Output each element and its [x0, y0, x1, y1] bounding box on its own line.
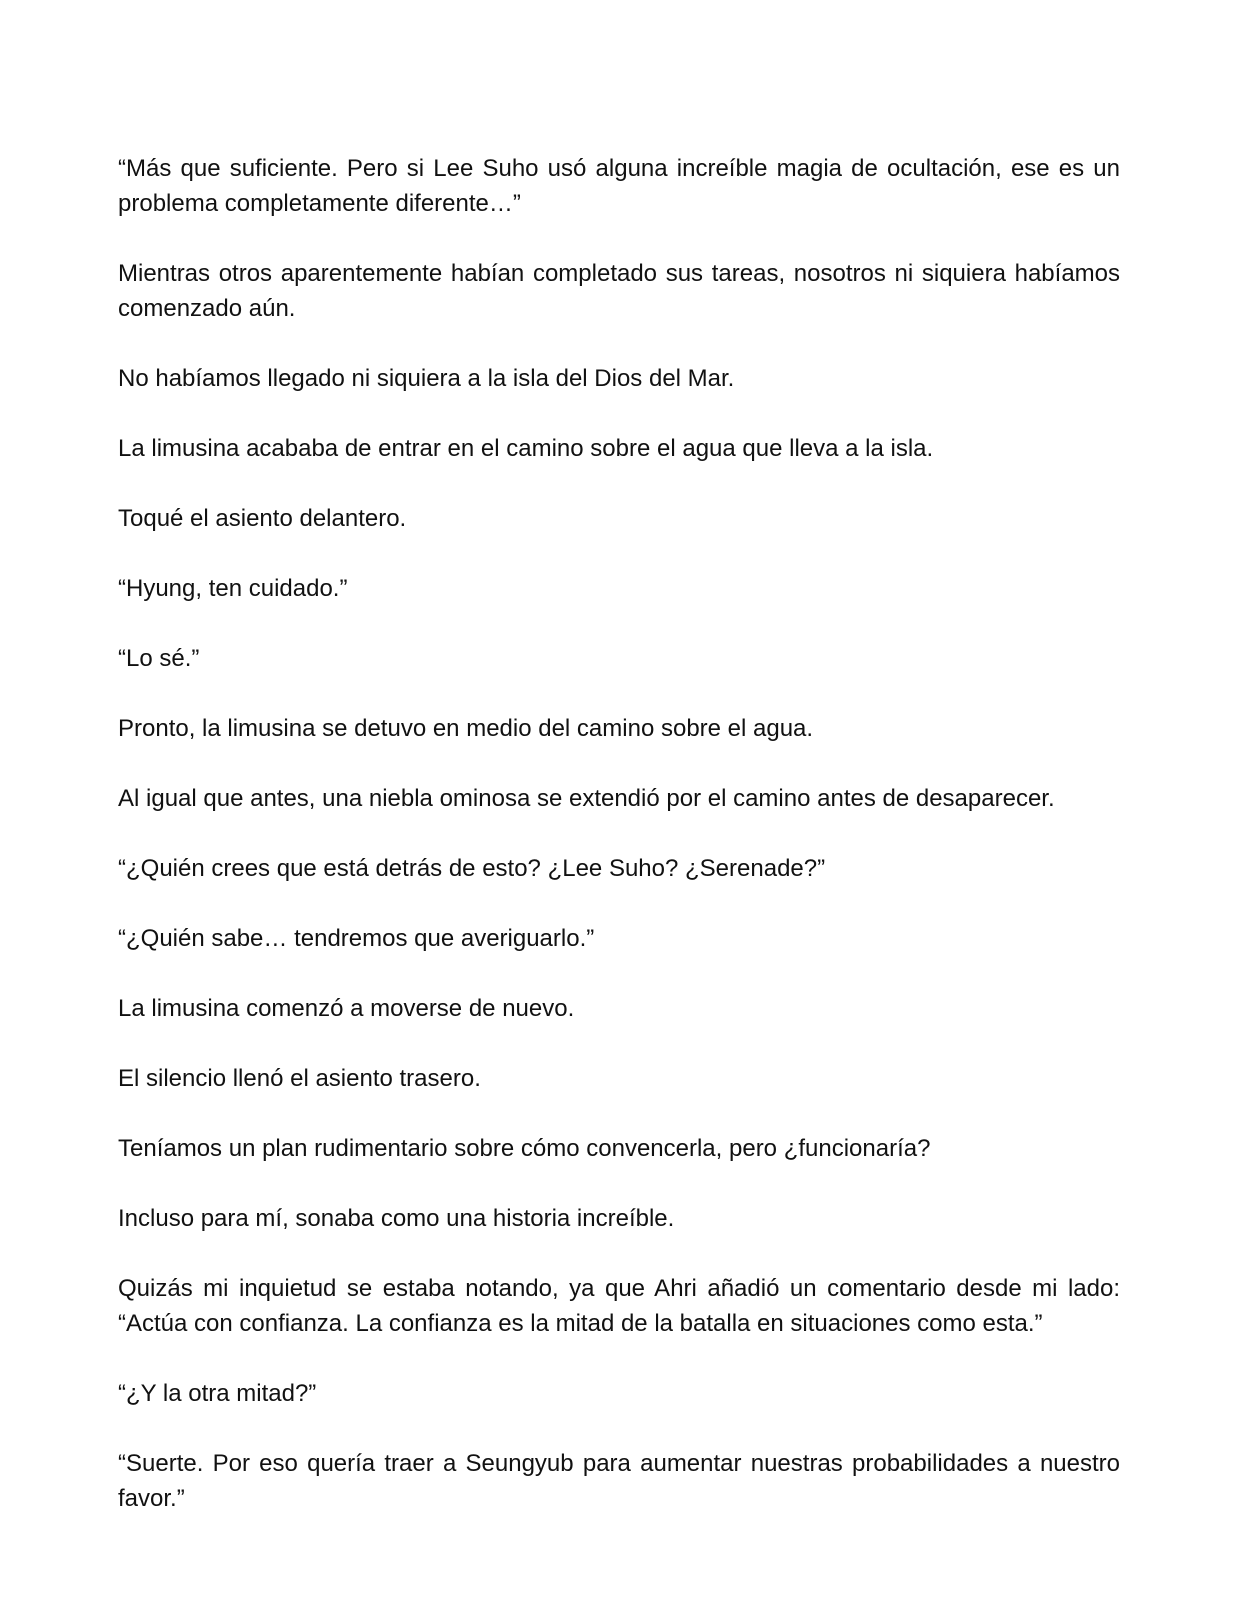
- paragraph: Al igual que antes, una niebla ominosa se extendió por el camino antes de desaparecer.: [118, 785, 1055, 812]
- document-body: [118, 151, 1120, 1551]
- paragraph: La limusina comenzó a moverse de nuevo.: [118, 995, 575, 1022]
- paragraph: Mientras otros aparentemente habían completado sus tareas, nosotros ni siquiera habíamos comenzado aún.: [118, 260, 1120, 322]
- paragraph: Incluso para mí, sonaba como una historia increíble.: [118, 1205, 675, 1232]
- paragraph: “Lo sé.”: [118, 645, 200, 672]
- paragraph: Quizás mi inquietud se estaba notando, ya que Ahri añadió un comentario desde mi lado: “Actúa con confianza. La confianza es la mitad de la batalla en situaciones como esta.”: [118, 1275, 1120, 1337]
- paragraph: “¿Quién crees que está detrás de esto? ¿Lee Suho? ¿Serenade?”: [118, 855, 826, 882]
- paragraph: Pronto, la limusina se detuvo en medio del camino sobre el agua.: [118, 715, 814, 742]
- paragraph: La limusina acababa de entrar en el camino sobre el agua que lleva a la isla.: [118, 435, 934, 462]
- paragraph: “Suerte. Por eso quería traer a Seungyub para aumentar nuestras probabilidades a nuestro favor.”: [118, 1450, 1120, 1512]
- paragraph: “¿Quién sabe… tendremos que averiguarlo.”: [118, 925, 595, 952]
- paragraph: “Hyung, ten cuidado.”: [118, 575, 348, 602]
- paragraph: “Más que suficiente. Pero si Lee Suho usó alguna increíble magia de ocultación, ese es un problema completamente diferente…”: [118, 155, 1120, 217]
- paragraph: Teníamos un plan rudimentario sobre cómo convencerla, pero ¿funcionaría?: [118, 1135, 931, 1162]
- paragraph: No habíamos llegado ni siquiera a la isla del Dios del Mar.: [118, 365, 735, 392]
- paragraph: El silencio llenó el asiento trasero.: [118, 1065, 481, 1092]
- paragraph: “¿Y la otra mitad?”: [118, 1380, 317, 1407]
- paragraph: Toqué el asiento delantero.: [118, 505, 407, 532]
